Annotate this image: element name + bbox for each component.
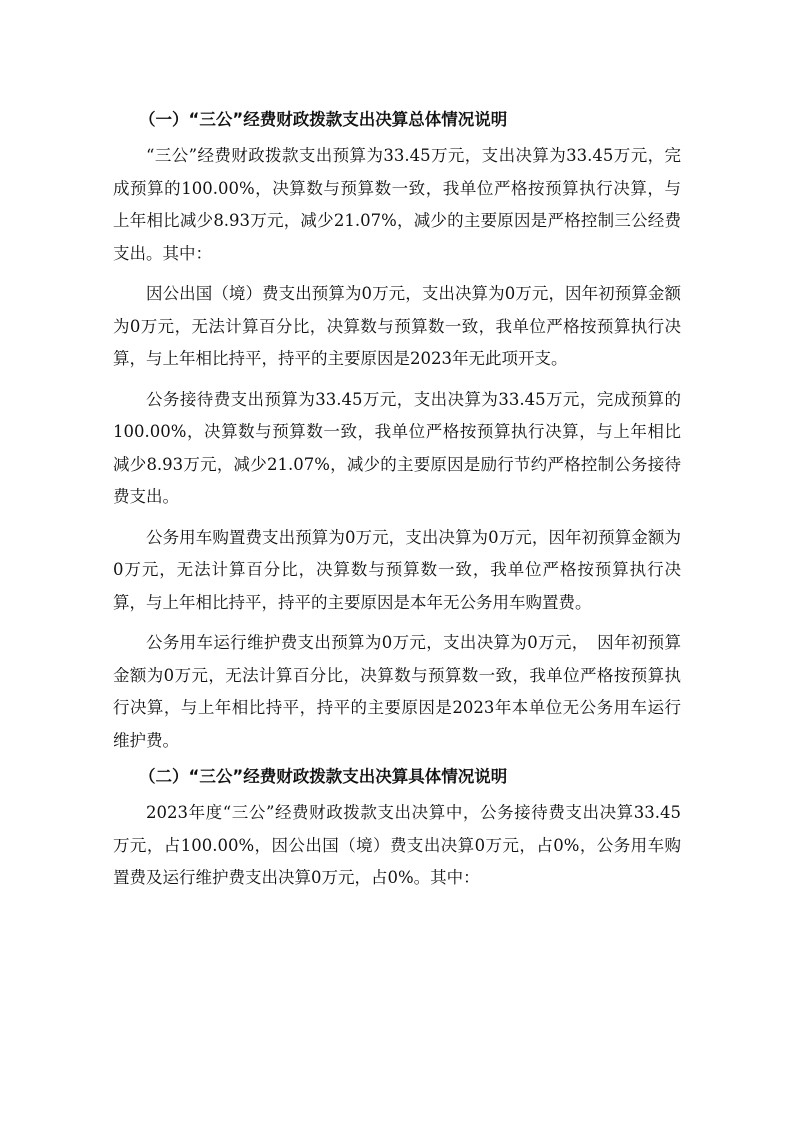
section-1-paragraph-1: “三公”经费财政拨款支出预算为33.45万元，支出决算为33.45万元，完成预算的100.00%，决算数与预算数一致，我单位严格按预算执行决算，与上年相比减少8.93万元，减少21.07%，减少的主要原因是严格控制三公经费支出。其中：: [113, 146, 681, 263]
section-1-heading: （一）“三公”经费财政拨款支出决算总体情况说明: [139, 110, 508, 129]
section-2-paragraph-1: 2023年度“三公”经费财政拨款支出决算中，公务接待费支出决算33.45万元，占100.00%，因公出国（境）费支出决算0万元，占0%，公务用车购置费及运行维护费支出决算0万元，占0%。其中：: [113, 803, 681, 887]
section-2-heading: （二）“三公”经费财政拨款支出决算具体情况说明: [139, 767, 508, 786]
section-1-paragraph-4: 公务用车购置费支出预算为0万元，支出决算为0万元，因年初预算金额为0万元，无法计算百分比，决算数与预算数一致，我单位严格按预算执行决算，与上年相比持平，持平的主要原因是本年无公务用车购置费。: [113, 527, 681, 612]
section-1-paragraph-3: 公务接待费支出预算为33.45万元，支出决算为33.45万元，完成预算的100.00%，决算数与预算数一致，我单位严格按预算执行决算，与上年相比减少8.93万元，减少21.07%，减少的主要原因是励行节约严格控制公务接待费支出。: [113, 389, 681, 506]
section-1-paragraph-5: 公务用车运行维护费支出预算为0万元，支出决算为0万元， 因年初预算金额为0万元，无法计算百分比，决算数与预算数一致，我单位严格按预算执行决算，与上年相比持平，持平的主要原因是2023年本单位无公务用车运行维护费。: [113, 633, 681, 750]
section-1-paragraph-2: 因公出国（境）费支出预算为0万元，支出决算为0万元，因年初预算金额为0万元，无法计算百分比，决算数与预算数一致，我单位严格按预算执行决算，与上年相比持平，持平的主要原因是2023年无此项开支。: [113, 284, 681, 368]
document-content: [113, 104, 681, 895]
